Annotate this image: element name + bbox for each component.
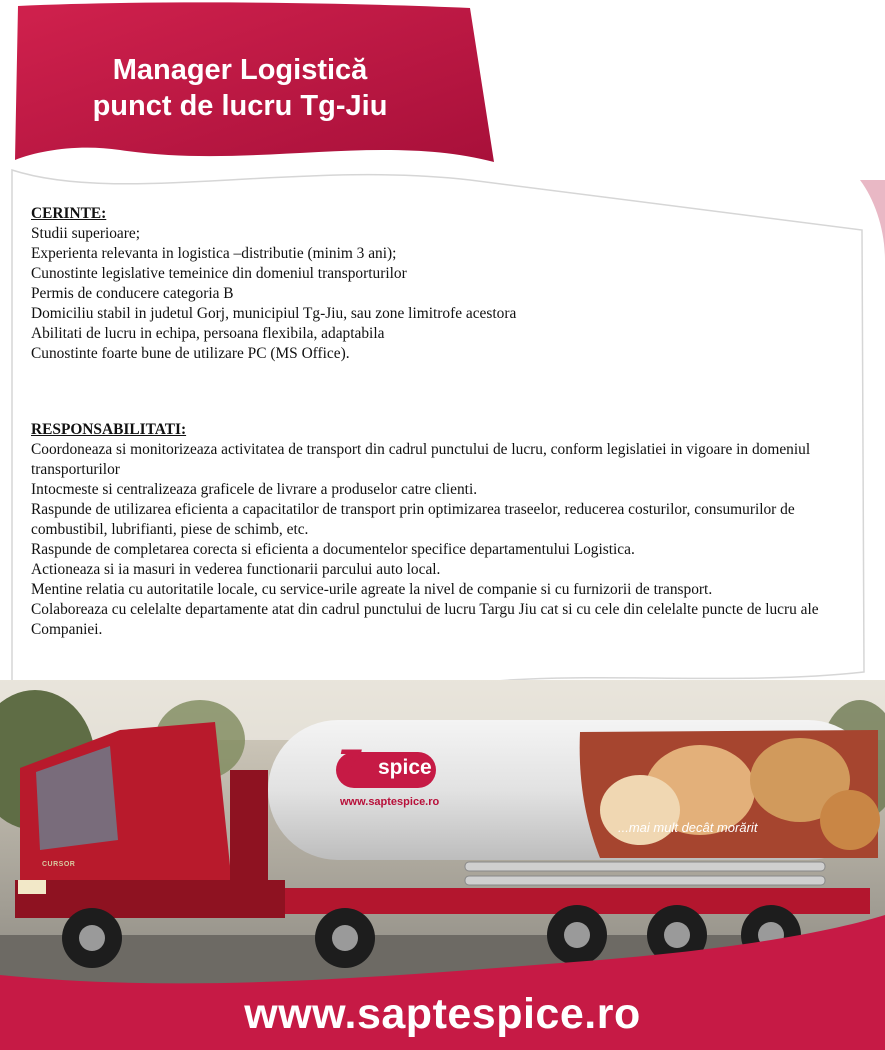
list-item: Permis de conducere categoria B xyxy=(31,285,234,302)
right-accent xyxy=(860,180,885,260)
list-item: Studii superioare; xyxy=(31,225,140,242)
title-line-2: punct de lucru Tg-Jiu xyxy=(92,90,388,122)
list-item: Mentine relatia cu autoritatile locale, cu service-urile agreate la nivel de companie si cu furnizorii de transport. xyxy=(31,581,713,598)
list-item: Abilitati de lucru in echipa, persoana flexibila, adaptabila xyxy=(31,325,385,342)
list-item: Colaboreaza cu celelalte departamente atat din cadrul punctului de lucru Targu Jiu cat si cu cele din celelalte puncte de lucru ale Companiei. xyxy=(31,601,819,638)
responsibilities-list xyxy=(31,440,846,640)
cab-brand: CURSOR xyxy=(42,861,76,868)
responsibilities-heading: RESPONSABILITATI: xyxy=(31,421,187,438)
list-item: Domiciliu stabil in judetul Gorj, municipiul Tg-Jiu, sau zone limitrofe acestora xyxy=(31,305,517,322)
requirements-list xyxy=(31,224,846,364)
website-link[interactable]: www.saptespice.ro xyxy=(244,990,641,1038)
job-description xyxy=(31,204,846,640)
list-item: Intocmeste si centralizeaza graficele de livrare a produselor catre clienti. xyxy=(31,481,478,498)
list-item: Experienta relevanta in logistica –distributie (minim 3 ani); xyxy=(31,245,397,262)
list-item: Raspunde de completarea corecta si eficienta a documentelor specifice departamentului Logistica. xyxy=(31,541,635,558)
title-line-1: Manager Logistică xyxy=(112,54,368,86)
truck-slogan: ...mai mult decât morărit xyxy=(618,820,758,835)
list-item: Raspunde de utilizarea eficienta a capacitatilor de transport prin optimizarea traseelor, reducerea costurilor, consumurilor de combustibil, lubrifianti, piese de schimb, etc. xyxy=(31,501,795,538)
list-item: Actioneaza si ia masuri in vederea functionarii parcului auto local. xyxy=(31,561,441,578)
list-item: Cunostinte legislative temeinice din domeniul transporturilor xyxy=(31,265,407,282)
page-title xyxy=(40,52,440,124)
list-item: Coordoneaza si monitorizeaza activitatea de transport din cadrul punctului de lucru, conform legislatiei in vigoare in domeniul transporturilor xyxy=(31,441,811,478)
truck-logo-number: 7 xyxy=(338,742,361,786)
list-item: Cunostinte foarte bune de utilizare PC (MS Office). xyxy=(31,345,350,362)
requirements-heading: CERINTE: xyxy=(31,205,107,222)
truck-url: www.saptespice.ro xyxy=(340,796,440,808)
truck-logo-word: spice xyxy=(378,756,432,779)
